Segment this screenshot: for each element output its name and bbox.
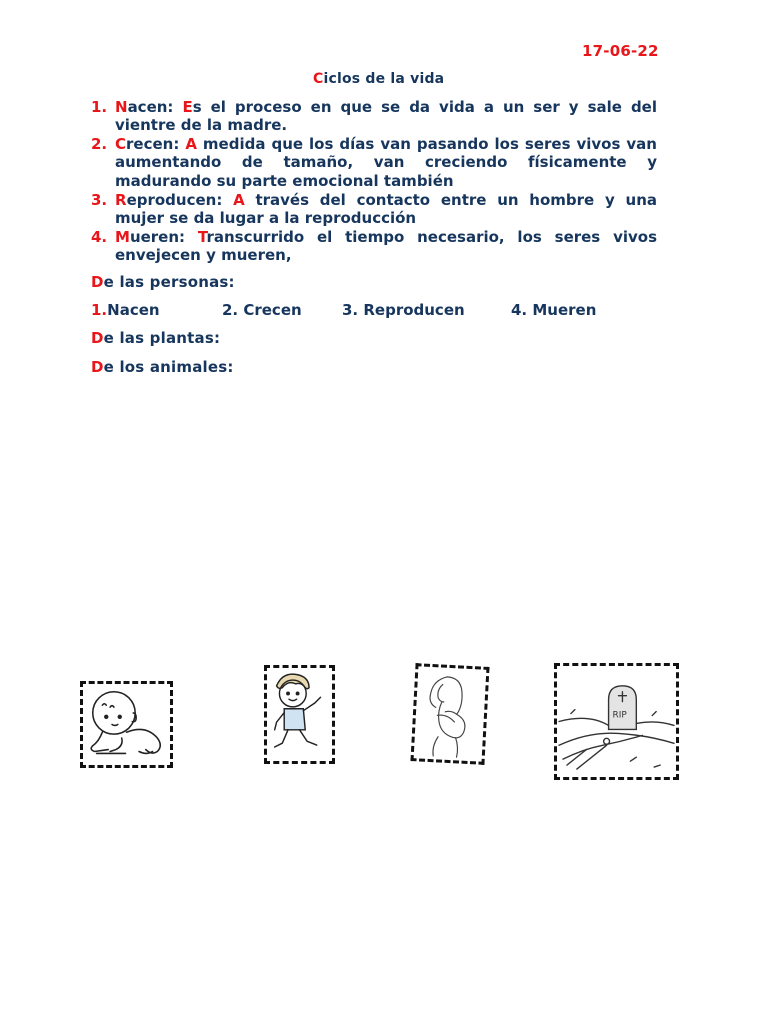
gravestone-image <box>554 663 679 780</box>
pregnant-image <box>410 663 489 765</box>
section-label: e las personas: <box>103 273 235 291</box>
section-plantas <box>91 329 220 347</box>
stage-label: Nacen <box>107 301 160 319</box>
item-number: 2. <box>91 135 108 153</box>
section-animales <box>91 358 234 376</box>
title-initial: C <box>313 71 324 87</box>
page-title <box>313 71 444 87</box>
item-text: s el proceso en que se da vida a un ser y sale del vientre de la madre. <box>115 98 657 135</box>
gravestone-text: RIP <box>612 710 627 721</box>
item-number: 4. <box>91 228 108 246</box>
section-label: e las plantas: <box>103 329 221 347</box>
rip-gravestone-icon <box>557 666 676 777</box>
section-initial: D <box>91 273 104 291</box>
item-initial: C <box>115 135 127 153</box>
item-word: ueren: <box>129 228 198 246</box>
item-text: ranscurrido el tiempo necesario, los seres vivos envejecen y mueren, <box>115 228 657 265</box>
item-text-initial: A <box>233 191 245 209</box>
item-initial: N <box>115 98 128 116</box>
item-text-initial: A <box>185 135 197 153</box>
section-initial: D <box>91 358 104 376</box>
stage-2: 2. Crecen <box>222 301 302 319</box>
item-number: 1. <box>91 98 108 116</box>
pregnant-woman-icon <box>414 666 487 761</box>
list-item-reproducen <box>91 191 657 228</box>
item-initial: M <box>115 228 130 246</box>
item-text: través del contacto entre un hombre y una mujer se da lugar a la reproducción <box>115 191 657 228</box>
stage-1 <box>91 301 160 319</box>
stage-4: 4. Mueren <box>511 301 597 319</box>
list-item-crecen <box>91 135 657 190</box>
date-label: 17-06-22 <box>582 42 659 60</box>
item-number: 3. <box>91 191 108 209</box>
list-item-nacen <box>91 98 657 135</box>
list-item-mueren <box>91 228 657 265</box>
stage-3: 3. Reproducen <box>342 301 465 319</box>
section-initial: D <box>91 329 104 347</box>
item-text: medida que los días van pasando los seres vivos van aumentando de tamaño, van creciendo físicamente y madurando su parte emocional también <box>115 135 657 190</box>
item-text-initial: E <box>182 98 193 116</box>
item-initial: R <box>115 191 127 209</box>
item-text-initial: T <box>197 228 207 246</box>
stage-number: 1. <box>91 301 108 319</box>
item-word: eproducen: <box>126 191 234 209</box>
item-word: recen: <box>126 135 186 153</box>
child-running-icon <box>267 668 332 761</box>
baby-crawling-icon <box>83 684 170 765</box>
child-image <box>264 665 335 764</box>
item-word: acen: <box>127 98 183 116</box>
section-personas <box>91 273 235 291</box>
baby-image <box>80 681 173 768</box>
section-label: e los animales: <box>103 358 234 376</box>
title-rest: iclos de la vida <box>323 71 445 87</box>
